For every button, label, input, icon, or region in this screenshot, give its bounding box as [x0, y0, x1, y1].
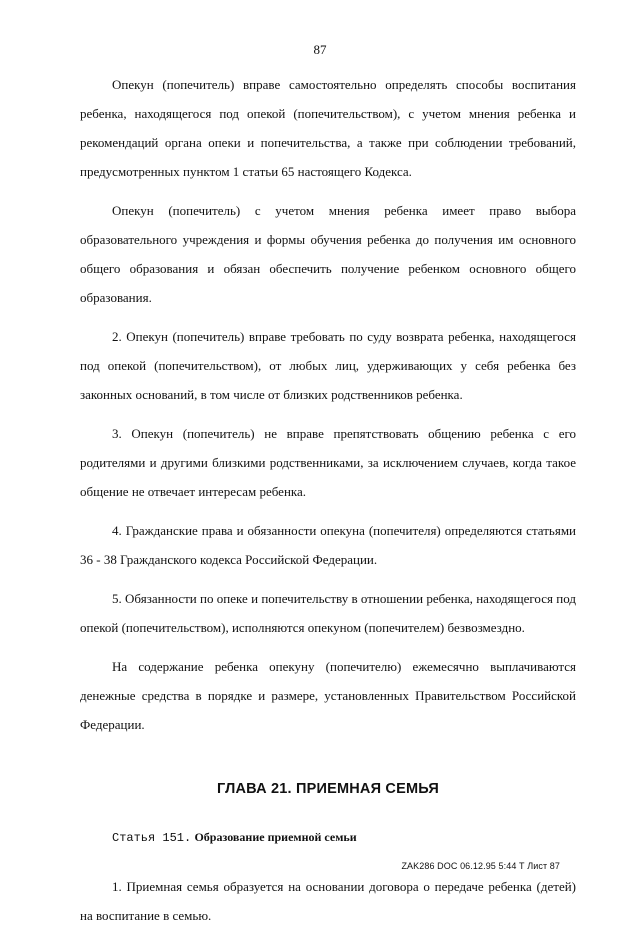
paragraph: 3. Опекун (попечитель) не вправе препятствовать общению ребенка с его родителями и другими близкими родственниками, за исключением случаев, когда такое общение не отвечает интересам ребенка.	[80, 426, 576, 499]
article-number: Статья 151.	[112, 831, 192, 845]
paragraph: Опекун (попечитель) с учетом мнения ребенка имеет право выбора образовательного учреждения и формы обучения ребенка до получения им основного общего образования и обязан обеспечить получение ребенком основного общего образования.	[80, 203, 576, 305]
paragraph: На содержание ребенка опекуну (попечителю) ежемесячно выплачиваются денежные средства в порядке и размере, установленных Правительством Российской Федерации.	[80, 659, 576, 732]
article-title: Образование приемной семьи	[194, 830, 357, 844]
article-heading	[80, 827, 576, 848]
paragraph: Опекун (попечитель) вправе самостоятельно определять способы воспитания ребенка, находящегося под опекой (попечительством), с учетом мнения ребенка и рекомендаций органа опеки и попечительства, а также при соблюдении требований, предусмотренных пунктом 1 статьи 65 настоящего Кодекса.	[80, 77, 576, 179]
paragraph: 4. Гражданские права и обязанности опекуна (попечителя) определяются статьями 36 - 38 Гражданского кодекса Российской Федерации.	[80, 523, 576, 567]
chapter-title: ГЛАВА 21. ПРИЕМНАЯ СЕМЬЯ	[217, 781, 439, 797]
paragraph: 2. Опекун (попечитель) вправе требовать по суду возврата ребенка, находящегося под опекой (попечительством), от любых лиц, удерживающих у себя ребенка без законных оснований, в том числе от близких родственников ребенка.	[80, 329, 576, 402]
page-number: 87	[313, 42, 327, 57]
paragraph: 5. Обязанности по опеке и попечительству в отношении ребенка, находящегося под опекой (попечительством), исполняются опекуном (попечителем) безвозмездно.	[80, 591, 576, 635]
document-body	[80, 70, 576, 940]
article-paragraph: 1. Приемная семья образуется на основании договора о передаче ребенка (детей) на воспитание в семью.	[80, 879, 576, 923]
document-footer: ZAK286 DOC 06.12.95 5:44 Т Лист 87	[401, 861, 560, 871]
